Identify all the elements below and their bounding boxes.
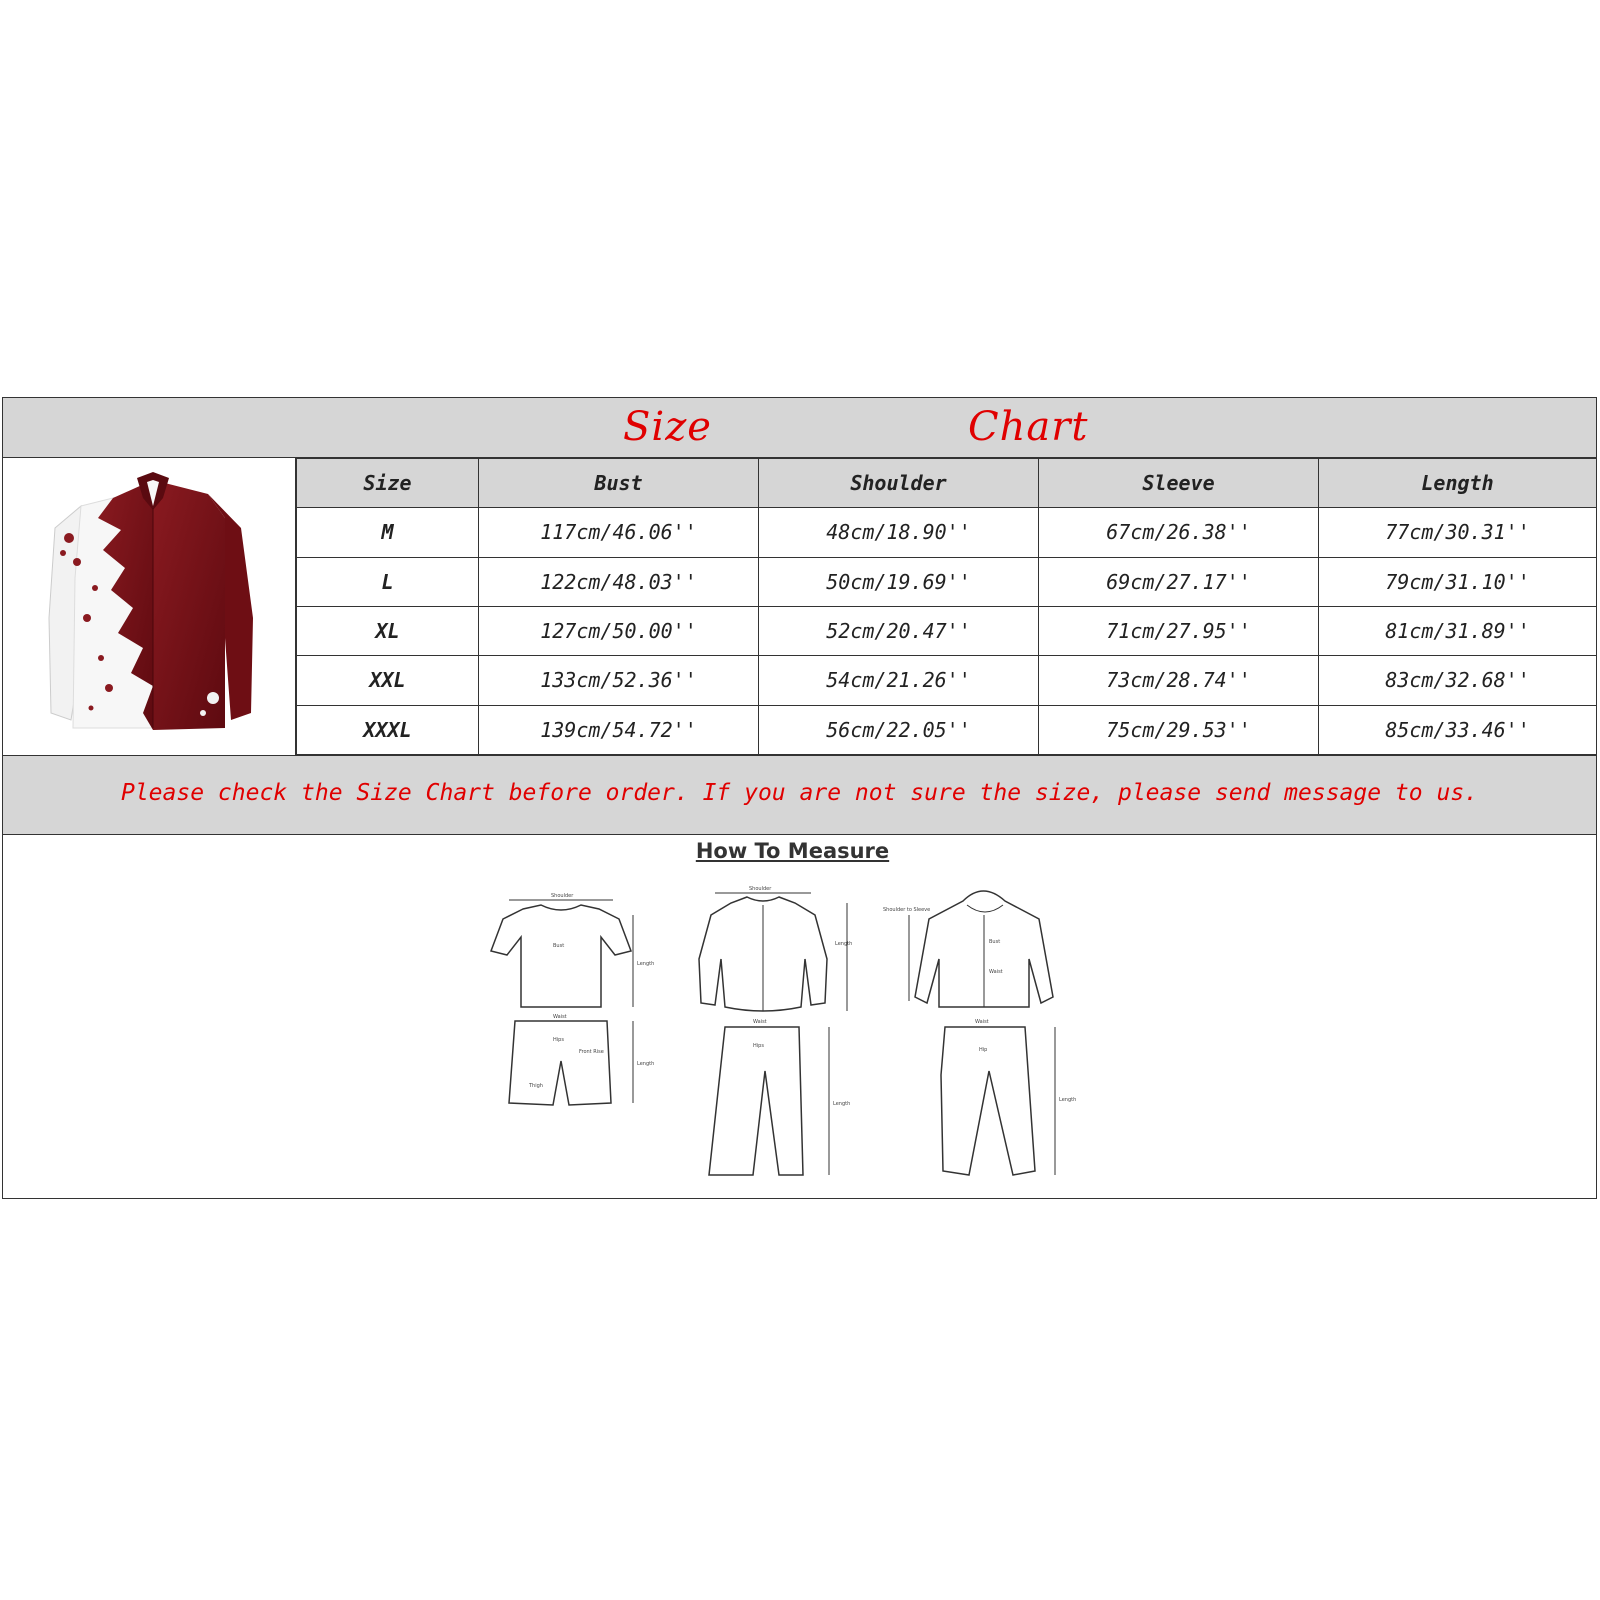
length-cell: 79cm/31.10'' (1319, 557, 1597, 606)
table-row (297, 705, 1597, 754)
label-length-joggers: Length (1059, 1097, 1077, 1103)
size-cell: XXXL (297, 705, 479, 754)
sleeve-cell: 73cm/28.74'' (1039, 656, 1319, 705)
measure-diagrams (463, 875, 1133, 1190)
size-cell: XXL (297, 656, 479, 705)
shirt-image (3, 458, 296, 755)
table-row (297, 508, 1597, 557)
sleeve-cell: 71cm/27.95'' (1039, 606, 1319, 655)
table-row (297, 656, 1597, 705)
notice-band (3, 755, 1596, 835)
tshirt-outline-icon (491, 905, 631, 1007)
size-chart (2, 397, 1597, 1199)
shoulder-cell: 48cm/18.90'' (759, 508, 1039, 557)
bust-cell: 127cm/50.00'' (479, 606, 759, 655)
label-front-rise: Front Rise (579, 1049, 604, 1055)
length-cell: 77cm/30.31'' (1319, 508, 1597, 557)
label-shoulder-shirt: Shoulder (749, 886, 772, 892)
length-cell: 81cm/31.89'' (1319, 606, 1597, 655)
label-length-pants: Length (833, 1101, 851, 1107)
header-size: Size (297, 459, 479, 508)
title-size-word: Size (623, 404, 712, 450)
label-waist-joggers: Waist (975, 1019, 989, 1025)
table-row (297, 606, 1597, 655)
label-bust-hoodie: Bust (989, 939, 1001, 945)
title-band (3, 398, 1596, 458)
how-to-measure-title: How To Measure (695, 839, 890, 863)
sleeve-cell: 69cm/27.17'' (1039, 557, 1319, 606)
label-bust-tshirt: Bust (553, 943, 565, 949)
label-thigh: Thigh (529, 1083, 543, 1089)
bust-cell: 133cm/52.36'' (479, 656, 759, 705)
title-chart-word: Chart (968, 404, 1089, 450)
shoulder-cell: 54cm/21.26'' (759, 656, 1039, 705)
pants-outline-icon (709, 1027, 803, 1175)
header-length: Length (1319, 459, 1597, 508)
label-waist-hoodie: Waist (989, 969, 1003, 975)
product-image-cell (3, 458, 296, 755)
how-to-measure-section (3, 835, 1596, 1197)
header-sleeve: Sleeve (1039, 459, 1319, 508)
bust-cell: 122cm/48.03'' (479, 557, 759, 606)
label-waist-shorts: Waist (553, 1014, 567, 1020)
label-shoulder-tshirt: Shoulder (551, 893, 574, 899)
label-hips-pants: Hips (753, 1043, 764, 1049)
table-row (297, 557, 1597, 606)
label-hip-joggers: Hip (979, 1047, 988, 1053)
bust-cell: 139cm/54.72'' (479, 705, 759, 754)
table-header-row (297, 459, 1597, 508)
label-length-tshirt: Length (637, 961, 655, 967)
shorts-outline-icon (509, 1021, 611, 1105)
shoulder-cell: 56cm/22.05'' (759, 705, 1039, 754)
length-cell: 83cm/32.68'' (1319, 656, 1597, 705)
shoulder-cell: 52cm/20.47'' (759, 606, 1039, 655)
label-shoulder-to-sleeve: Shoulder to Sleeve (883, 907, 931, 913)
header-bust: Bust (479, 459, 759, 508)
size-cell: L (297, 557, 479, 606)
size-table (296, 458, 1597, 755)
label-length-shorts: Length (637, 1061, 655, 1067)
sleeve-cell: 67cm/26.38'' (1039, 508, 1319, 557)
label-hips-shorts: Hips (553, 1037, 564, 1043)
size-cell: M (297, 508, 479, 557)
size-cell: XL (297, 606, 479, 655)
label-length-shirt: Length (835, 941, 853, 947)
shoulder-cell: 50cm/19.69'' (759, 557, 1039, 606)
length-cell: 85cm/33.46'' (1319, 705, 1597, 754)
header-shoulder: Shoulder (759, 459, 1039, 508)
notice-text: Please check the Size Chart before order. If you are not sure the size, please send message to us. (120, 780, 1479, 806)
label-waist-pants: Waist (753, 1019, 767, 1025)
joggers-outline-icon (941, 1027, 1035, 1175)
bust-cell: 117cm/46.06'' (479, 508, 759, 557)
sleeve-cell: 75cm/29.53'' (1039, 705, 1319, 754)
